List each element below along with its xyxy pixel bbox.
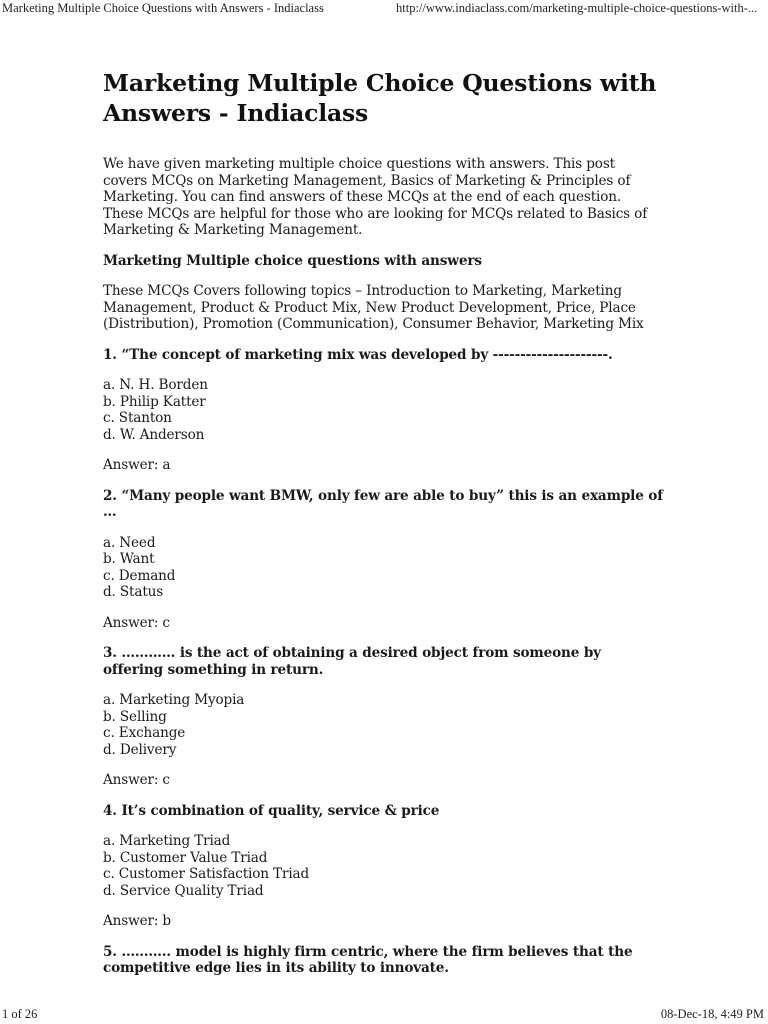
option-list xyxy=(103,692,663,758)
option-a: a. N. H. Borden xyxy=(103,377,208,393)
option-a: a. Marketing Myopia xyxy=(103,692,245,708)
option-b: b. Selling xyxy=(103,708,167,725)
option-a: a. Marketing Triad xyxy=(103,833,231,849)
option-c: c. Demand xyxy=(103,567,176,584)
question-block-1 xyxy=(103,347,663,474)
question-text: 4. It’s combination of quality, service & price xyxy=(103,802,440,819)
print-header xyxy=(0,0,768,18)
option-d: d. Service Quality Triad xyxy=(103,882,264,899)
answer-text: Answer: b xyxy=(103,913,171,929)
answer-text: Answer: c xyxy=(103,614,170,631)
article-title: Marketing Multiple Choice Questions with Answers - Indiaclass xyxy=(103,69,657,127)
option-c: c. Customer Satisfaction Triad xyxy=(103,866,310,882)
print-footer xyxy=(0,1007,768,1023)
option-c: c. Exchange xyxy=(103,725,186,741)
option-list xyxy=(103,377,663,443)
header-page-title: Marketing Multiple Choice Questions with Answers - Indiaclass xyxy=(2,1,324,15)
question-block-5 xyxy=(103,944,663,977)
section-subheading: Marketing Multiple choice questions with answers xyxy=(103,252,482,269)
option-b: b. Philip Katter xyxy=(103,393,206,410)
topics-paragraph: These MCQs Covers following topics – Introduction to Marketing, Marketing Management, Product & Product Mix, New Product Development, Price, Place (Distribution), Promotion (Communication), Consumer Behavior, Marketing Mix xyxy=(103,283,644,332)
option-list xyxy=(103,535,663,601)
intro-paragraph: We have given marketing multiple choice questions with answers. This post covers MCQs on Marketing Management, Basics of Marketing & Principles of Marketing. You can find answers of these MCQs at the end of each question. These MCQs are helpful for those who are looking for MCQs related to Basics of Marketing & Marketing Management. xyxy=(103,156,648,238)
option-c: c. Stanton xyxy=(103,410,172,426)
option-a: a. Need xyxy=(103,534,156,551)
question-block-3 xyxy=(103,645,663,789)
print-timestamp: 08-Dec-18, 4:49 PM xyxy=(660,1007,764,1021)
option-d: d. Delivery xyxy=(103,741,177,758)
answer-text: Answer: c xyxy=(103,772,170,788)
option-d: d. W. Anderson xyxy=(103,426,205,443)
header-url: http://www.indiaclass.com/marketing-multiple-choice-questions-with-... xyxy=(396,1,758,15)
question-text: 1. “The concept of marketing mix was developed by ---------------------. xyxy=(103,346,613,363)
page-count: 1 of 26 xyxy=(2,1007,38,1021)
option-d: d. Status xyxy=(103,584,164,600)
option-b: b. Want xyxy=(103,551,155,567)
question-text: 3. ………… is the act of obtaining a desired object from someone by offering something in return. xyxy=(103,645,601,678)
option-b: b. Customer Value Triad xyxy=(103,849,268,866)
question-text: 5. ……….. model is highly firm centric, where the firm believes that the competitive edge lies in its ability to innovate. xyxy=(103,943,633,976)
answer-text: Answer: a xyxy=(103,457,171,473)
option-list xyxy=(103,833,663,899)
article xyxy=(103,68,663,991)
question-text: 2. “Many people want BMW, only few are able to buy” this is an example of … xyxy=(103,487,663,520)
question-block-2 xyxy=(103,488,663,632)
question-block-4 xyxy=(103,803,663,930)
